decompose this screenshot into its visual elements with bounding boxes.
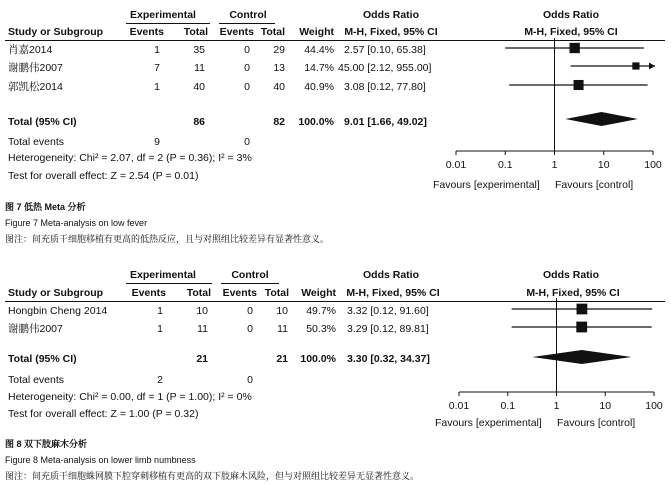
method-plot-header: M-H, Fixed, 95% CI xyxy=(524,26,618,38)
study-point xyxy=(577,304,588,315)
method-plot-header: M-H, Fixed, 95% CI xyxy=(526,287,620,299)
weight: 50.3% xyxy=(306,323,336,335)
study-point xyxy=(576,322,587,333)
events1: 1 xyxy=(157,323,163,335)
weight-col-header: Weight xyxy=(299,26,334,38)
events1: 9 xyxy=(154,136,160,148)
events1-col-header: Events xyxy=(129,26,164,38)
total-ci: 9.01 [1.66, 49.02] xyxy=(344,116,427,128)
overall-effect-text: Test for overall effect: Z = 2.54 (P = 0.01) xyxy=(8,170,199,182)
figure-caption-en: Figure 7 Meta-analysis on low fever xyxy=(5,218,148,228)
method-col-header: M-H, Fixed, 95% CI xyxy=(344,26,438,38)
weight: 14.7% xyxy=(304,62,334,74)
study-name: 谢鹏伟2007 xyxy=(8,323,63,335)
total1: 35 xyxy=(193,44,205,56)
total-label: Total (95% CI) xyxy=(8,116,77,128)
x-tick-label: 100 xyxy=(644,159,662,171)
events1: 7 xyxy=(154,62,160,74)
odds-ratio-header: Odds Ratio xyxy=(362,9,419,21)
total1-col-header: Total xyxy=(186,287,211,299)
total-weight: 100.0% xyxy=(298,116,334,128)
odds-ratio-ci: 3.29 [0.12, 89.81] xyxy=(347,323,429,335)
events2-col-header: Events xyxy=(222,287,257,299)
odds-ratio-plot-header: Odds Ratio xyxy=(542,269,599,281)
figure-caption-en: Figure 8 Meta-analysis on lower limb numbness xyxy=(5,455,196,465)
weight: 49.7% xyxy=(306,305,336,317)
study-name: 谢鹏伟2007 xyxy=(8,62,63,74)
group2-header: Control xyxy=(229,9,267,21)
x-tick-label: 0.1 xyxy=(500,400,516,412)
pooled-diamond xyxy=(532,350,631,364)
total2: 21 xyxy=(276,353,288,365)
favours-left: Favours [experimental] xyxy=(435,417,542,429)
odds-ratio-ci: 3.08 [0.12, 77.80] xyxy=(344,81,426,93)
total-weight: 100.0% xyxy=(300,353,336,365)
events2: 0 xyxy=(247,305,253,317)
total1: 86 xyxy=(193,116,205,128)
total2: 29 xyxy=(273,44,285,56)
x-tick-label: 1 xyxy=(551,159,558,171)
events2-col-header: Events xyxy=(219,26,254,38)
heterogeneity-text: Heterogeneity: Chi² = 0.00, df = 1 (P = 1.00); I² = 0% xyxy=(8,391,252,403)
study-name: 肖嘉2014 xyxy=(8,44,53,56)
group1-header: Experimental xyxy=(130,269,196,281)
x-tick-label: 10 xyxy=(597,159,610,171)
total2: 10 xyxy=(276,305,288,317)
total2-col-header: Total xyxy=(264,287,289,299)
events2: 0 xyxy=(247,374,253,386)
x-tick-label: 0.01 xyxy=(445,159,467,171)
total1: 21 xyxy=(196,353,208,365)
events1-col-header: Events xyxy=(131,287,166,299)
x-tick-label: 0.1 xyxy=(497,159,513,171)
events2: 0 xyxy=(244,81,250,93)
favours-left: Favours [experimental] xyxy=(433,179,540,191)
total1-col-header: Total xyxy=(183,26,208,38)
odds-ratio-ci: 45.00 [2.12, 955.00] xyxy=(338,62,432,74)
total2: 40 xyxy=(273,81,285,93)
odds-ratio-ci: 3.32 [0.12, 91.60] xyxy=(347,305,429,317)
total1: 40 xyxy=(193,81,205,93)
total1: 10 xyxy=(196,305,208,317)
events2: 0 xyxy=(247,323,253,335)
study-name: Hongbin Cheng 2014 xyxy=(8,305,108,317)
odds-ratio-plot-header: Odds Ratio xyxy=(542,9,599,21)
study-name: 郭凯松2014 xyxy=(8,81,63,93)
odds-ratio-ci: 2.57 [0.10, 65.38] xyxy=(344,44,426,56)
x-tick-label: 10 xyxy=(599,400,612,412)
events1: 1 xyxy=(154,81,160,93)
weight: 40.9% xyxy=(304,81,334,93)
favours-right: Favours [control] xyxy=(555,179,634,191)
events2: 0 xyxy=(244,44,250,56)
total-label: Total (95% CI) xyxy=(8,353,77,365)
figure-note: 图注：间充质干细胞移植有更高的低热反应，且与对照组比较差异有显著性意义。 xyxy=(5,234,330,244)
figure-caption-cn: 图 7 低热 Meta 分析 xyxy=(5,202,86,212)
total2: 11 xyxy=(277,323,288,335)
events1: 1 xyxy=(154,44,160,56)
study-col-header: Study or Subgroup xyxy=(8,26,104,38)
x-tick-label: 1 xyxy=(553,400,560,412)
weight: 44.4% xyxy=(304,44,334,56)
total2: 82 xyxy=(273,116,285,128)
x-tick-label: 0.01 xyxy=(448,400,470,412)
figure-caption-cn: 图 8 双下肢麻木分析 xyxy=(5,439,88,449)
total-events-label: Total events xyxy=(8,136,65,148)
events1: 1 xyxy=(157,305,163,317)
total1: 11 xyxy=(194,62,205,74)
events2: 0 xyxy=(244,62,250,74)
odds-ratio-header: Odds Ratio xyxy=(362,269,419,281)
total-events-label: Total events xyxy=(8,374,65,386)
study-col-header: Study or Subgroup xyxy=(8,287,104,299)
group1-header: Experimental xyxy=(130,9,196,21)
events1: 2 xyxy=(157,374,163,386)
weight-col-header: Weight xyxy=(301,287,336,299)
events2: 0 xyxy=(244,136,250,148)
method-col-header: M-H, Fixed, 95% CI xyxy=(346,287,440,299)
favours-right: Favours [control] xyxy=(557,417,636,429)
overall-effect-text: Test for overall effect: Z = 1.00 (P = 0.32) xyxy=(8,408,199,420)
x-tick-label: 100 xyxy=(645,400,663,412)
heterogeneity-text: Heterogeneity: Chi² = 2.07, df = 2 (P = 0.36); I² = 3% xyxy=(8,152,252,164)
total2: 13 xyxy=(273,62,285,74)
group2-header: Control xyxy=(231,269,269,281)
total1: 11 xyxy=(197,323,208,335)
total2-col-header: Total xyxy=(260,26,285,38)
figure-note: 图注：间充质干细胞蛛网膜下腔穿刺移植有更高的双下肢麻木风险，但与对照组比较差异无显著性意义。 xyxy=(5,471,420,481)
total-ci: 3.30 [0.32, 34.37] xyxy=(347,353,430,365)
